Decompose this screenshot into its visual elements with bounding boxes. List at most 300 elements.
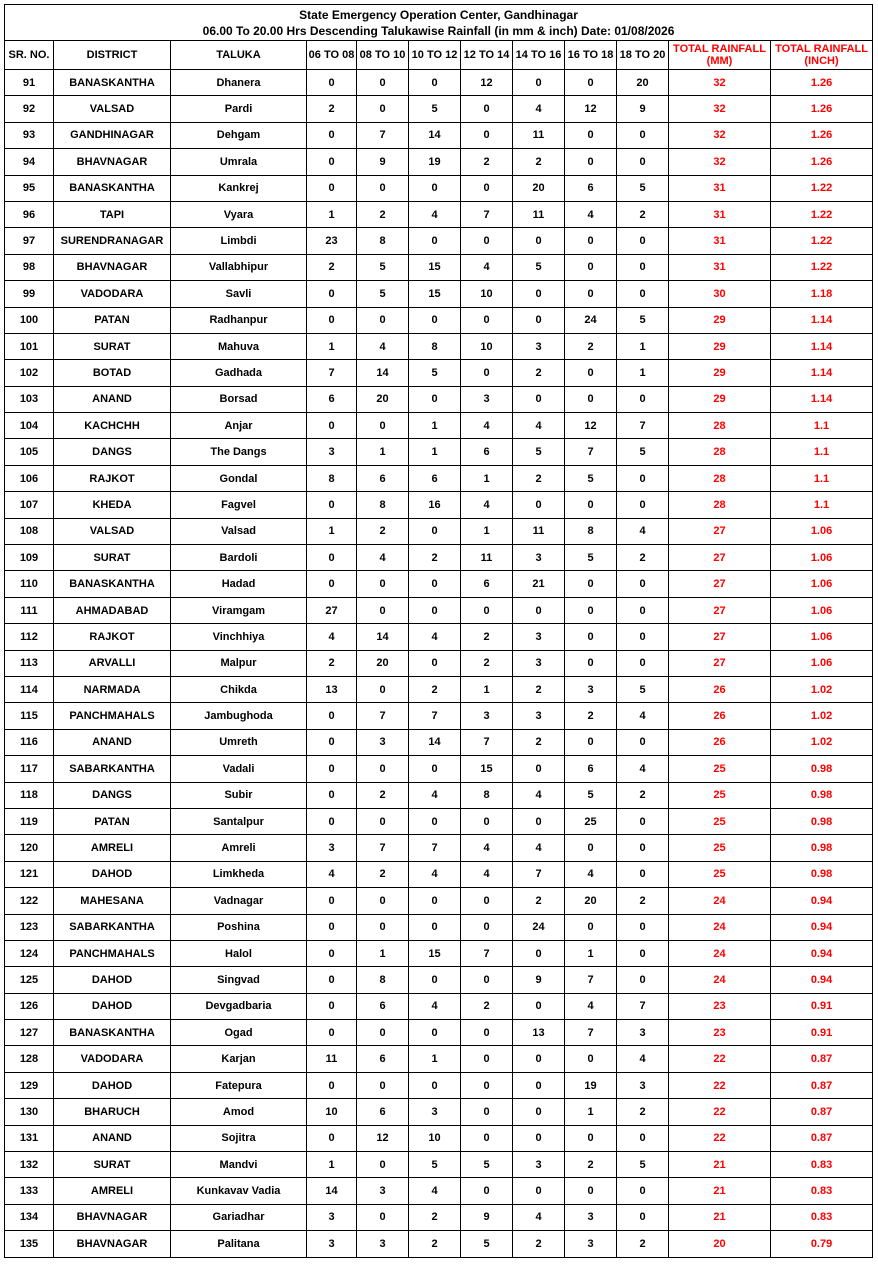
col-header-16-18: 16 TO 18 bbox=[565, 41, 617, 70]
cell-18-20: 0 bbox=[617, 149, 669, 175]
table-row bbox=[5, 70, 873, 96]
cell-06-08: 2 bbox=[307, 96, 357, 122]
cell-sr-no: 102 bbox=[5, 360, 54, 386]
cell-10-12: 5 bbox=[409, 360, 461, 386]
cell-18-20: 0 bbox=[617, 835, 669, 861]
cell-total-inch: 1.1 bbox=[771, 413, 873, 439]
cell-sr-no: 113 bbox=[5, 650, 54, 676]
cell-08-10: 6 bbox=[357, 993, 409, 1019]
cell-08-10: 3 bbox=[357, 729, 409, 755]
table-row bbox=[5, 228, 873, 254]
cell-16-18: 12 bbox=[565, 96, 617, 122]
cell-14-16: 2 bbox=[513, 676, 565, 702]
cell-taluka: Umreth bbox=[171, 729, 307, 755]
cell-sr-no: 127 bbox=[5, 1020, 54, 1046]
cell-08-10: 6 bbox=[357, 1046, 409, 1072]
cell-total-inch: 0.94 bbox=[771, 940, 873, 966]
cell-06-08: 0 bbox=[307, 808, 357, 834]
col-header-14-16: 14 TO 16 bbox=[513, 41, 565, 70]
cell-18-20: 0 bbox=[617, 228, 669, 254]
cell-sr-no: 104 bbox=[5, 413, 54, 439]
cell-sr-no: 132 bbox=[5, 1152, 54, 1178]
cell-12-14: 0 bbox=[461, 1099, 513, 1125]
cell-12-14: 7 bbox=[461, 940, 513, 966]
cell-18-20: 2 bbox=[617, 1231, 669, 1257]
cell-06-08: 3 bbox=[307, 1204, 357, 1230]
cell-sr-no: 101 bbox=[5, 333, 54, 359]
col-header-10-12: 10 TO 12 bbox=[409, 41, 461, 70]
cell-06-08: 0 bbox=[307, 545, 357, 571]
cell-taluka: Mahuva bbox=[171, 333, 307, 359]
cell-12-14: 8 bbox=[461, 782, 513, 808]
cell-16-18: 2 bbox=[565, 333, 617, 359]
cell-06-08: 6 bbox=[307, 386, 357, 412]
cell-taluka: Vadnagar bbox=[171, 888, 307, 914]
cell-total-mm: 29 bbox=[669, 333, 771, 359]
table-row bbox=[5, 756, 873, 782]
cell-district: BHAVNAGAR bbox=[54, 254, 171, 280]
cell-12-14: 12 bbox=[461, 70, 513, 96]
cell-total-mm: 28 bbox=[669, 413, 771, 439]
cell-06-08: 0 bbox=[307, 703, 357, 729]
cell-total-mm: 30 bbox=[669, 281, 771, 307]
cell-taluka: Mandvi bbox=[171, 1152, 307, 1178]
cell-total-mm: 25 bbox=[669, 861, 771, 887]
cell-total-mm: 23 bbox=[669, 1020, 771, 1046]
cell-06-08: 8 bbox=[307, 465, 357, 491]
cell-taluka: Singvad bbox=[171, 967, 307, 993]
cell-18-20: 0 bbox=[617, 624, 669, 650]
table-row bbox=[5, 518, 873, 544]
cell-16-18: 7 bbox=[565, 439, 617, 465]
cell-sr-no: 133 bbox=[5, 1178, 54, 1204]
cell-14-16: 2 bbox=[513, 465, 565, 491]
cell-06-08: 0 bbox=[307, 413, 357, 439]
cell-total-mm: 22 bbox=[669, 1072, 771, 1098]
cell-16-18: 0 bbox=[565, 122, 617, 148]
cell-18-20: 20 bbox=[617, 70, 669, 96]
cell-district: BANASKANTHA bbox=[54, 175, 171, 201]
cell-sr-no: 135 bbox=[5, 1231, 54, 1257]
cell-14-16: 3 bbox=[513, 545, 565, 571]
cell-06-08: 13 bbox=[307, 676, 357, 702]
cell-taluka: Gariadhar bbox=[171, 1204, 307, 1230]
cell-18-20: 5 bbox=[617, 676, 669, 702]
cell-16-18: 0 bbox=[565, 914, 617, 940]
cell-total-mm: 29 bbox=[669, 360, 771, 386]
cell-total-mm: 26 bbox=[669, 676, 771, 702]
cell-total-inch: 1.26 bbox=[771, 70, 873, 96]
table-row bbox=[5, 386, 873, 412]
cell-06-08: 0 bbox=[307, 1020, 357, 1046]
cell-10-12: 1 bbox=[409, 439, 461, 465]
cell-10-12: 10 bbox=[409, 1125, 461, 1151]
table-row bbox=[5, 571, 873, 597]
cell-taluka: Subir bbox=[171, 782, 307, 808]
cell-14-16: 0 bbox=[513, 1072, 565, 1098]
cell-district: DAHOD bbox=[54, 993, 171, 1019]
cell-10-12: 2 bbox=[409, 1204, 461, 1230]
table-row bbox=[5, 1020, 873, 1046]
cell-total-inch: 1.22 bbox=[771, 254, 873, 280]
cell-16-18: 19 bbox=[565, 1072, 617, 1098]
table-row bbox=[5, 1152, 873, 1178]
cell-06-08: 4 bbox=[307, 861, 357, 887]
cell-district: DANGS bbox=[54, 439, 171, 465]
table-row bbox=[5, 281, 873, 307]
cell-total-mm: 25 bbox=[669, 835, 771, 861]
cell-sr-no: 94 bbox=[5, 149, 54, 175]
cell-14-16: 0 bbox=[513, 597, 565, 623]
cell-08-10: 8 bbox=[357, 492, 409, 518]
cell-08-10: 0 bbox=[357, 756, 409, 782]
cell-district: DANGS bbox=[54, 782, 171, 808]
cell-sr-no: 92 bbox=[5, 96, 54, 122]
cell-taluka: Savli bbox=[171, 281, 307, 307]
cell-14-16: 11 bbox=[513, 518, 565, 544]
cell-taluka: Vallabhipur bbox=[171, 254, 307, 280]
cell-14-16: 0 bbox=[513, 1178, 565, 1204]
cell-10-12: 1 bbox=[409, 413, 461, 439]
cell-taluka: Anjar bbox=[171, 413, 307, 439]
cell-total-mm: 24 bbox=[669, 888, 771, 914]
cell-10-12: 4 bbox=[409, 1178, 461, 1204]
cell-total-inch: 1.14 bbox=[771, 386, 873, 412]
cell-total-inch: 0.87 bbox=[771, 1125, 873, 1151]
cell-total-mm: 24 bbox=[669, 914, 771, 940]
cell-14-16: 4 bbox=[513, 782, 565, 808]
cell-16-18: 0 bbox=[565, 650, 617, 676]
cell-14-16: 3 bbox=[513, 333, 565, 359]
cell-10-12: 15 bbox=[409, 254, 461, 280]
cell-sr-no: 108 bbox=[5, 518, 54, 544]
cell-12-14: 4 bbox=[461, 254, 513, 280]
cell-sr-no: 110 bbox=[5, 571, 54, 597]
cell-14-16: 20 bbox=[513, 175, 565, 201]
cell-10-12: 0 bbox=[409, 307, 461, 333]
cell-08-10: 0 bbox=[357, 413, 409, 439]
cell-district: ANAND bbox=[54, 386, 171, 412]
cell-14-16: 2 bbox=[513, 729, 565, 755]
cell-08-10: 0 bbox=[357, 70, 409, 96]
cell-taluka: The Dangs bbox=[171, 439, 307, 465]
cell-district: SURAT bbox=[54, 1152, 171, 1178]
cell-sr-no: 111 bbox=[5, 597, 54, 623]
cell-taluka: Fatepura bbox=[171, 1072, 307, 1098]
cell-taluka: Viramgam bbox=[171, 597, 307, 623]
table-row bbox=[5, 413, 873, 439]
cell-taluka: Valsad bbox=[171, 518, 307, 544]
cell-sr-no: 118 bbox=[5, 782, 54, 808]
cell-06-08: 0 bbox=[307, 492, 357, 518]
cell-16-18: 0 bbox=[565, 360, 617, 386]
cell-06-08: 0 bbox=[307, 888, 357, 914]
report-title bbox=[5, 5, 873, 41]
cell-district: NARMADA bbox=[54, 676, 171, 702]
cell-total-inch: 1.02 bbox=[771, 703, 873, 729]
cell-18-20: 3 bbox=[617, 1072, 669, 1098]
cell-08-10: 8 bbox=[357, 228, 409, 254]
cell-14-16: 5 bbox=[513, 254, 565, 280]
cell-10-12: 8 bbox=[409, 333, 461, 359]
cell-district: SURENDRANAGAR bbox=[54, 228, 171, 254]
cell-08-10: 9 bbox=[357, 149, 409, 175]
cell-sr-no: 124 bbox=[5, 940, 54, 966]
cell-12-14: 2 bbox=[461, 650, 513, 676]
table-row bbox=[5, 122, 873, 148]
cell-12-14: 4 bbox=[461, 861, 513, 887]
cell-12-14: 2 bbox=[461, 993, 513, 1019]
cell-total-mm: 22 bbox=[669, 1099, 771, 1125]
cell-18-20: 0 bbox=[617, 808, 669, 834]
cell-18-20: 0 bbox=[617, 571, 669, 597]
cell-14-16: 11 bbox=[513, 201, 565, 227]
cell-06-08: 0 bbox=[307, 70, 357, 96]
cell-14-16: 4 bbox=[513, 1204, 565, 1230]
cell-district: DAHOD bbox=[54, 861, 171, 887]
cell-06-08: 0 bbox=[307, 967, 357, 993]
cell-total-mm: 25 bbox=[669, 756, 771, 782]
cell-sr-no: 117 bbox=[5, 756, 54, 782]
cell-16-18: 1 bbox=[565, 940, 617, 966]
cell-district: BHAVNAGAR bbox=[54, 149, 171, 175]
cell-total-mm: 31 bbox=[669, 201, 771, 227]
cell-10-12: 0 bbox=[409, 70, 461, 96]
table-row bbox=[5, 940, 873, 966]
cell-district: KACHCHH bbox=[54, 413, 171, 439]
cell-12-14: 5 bbox=[461, 1152, 513, 1178]
cell-taluka: Dehgam bbox=[171, 122, 307, 148]
cell-sr-no: 112 bbox=[5, 624, 54, 650]
cell-16-18: 0 bbox=[565, 492, 617, 518]
cell-06-08: 27 bbox=[307, 597, 357, 623]
table-row bbox=[5, 333, 873, 359]
cell-18-20: 0 bbox=[617, 967, 669, 993]
cell-10-12: 7 bbox=[409, 835, 461, 861]
cell-16-18: 0 bbox=[565, 149, 617, 175]
table-body bbox=[5, 70, 873, 1258]
cell-total-mm: 27 bbox=[669, 545, 771, 571]
table-row bbox=[5, 360, 873, 386]
cell-12-14: 5 bbox=[461, 1231, 513, 1257]
cell-16-18: 25 bbox=[565, 808, 617, 834]
cell-06-08: 7 bbox=[307, 360, 357, 386]
cell-total-inch: 0.91 bbox=[771, 1020, 873, 1046]
cell-14-16: 3 bbox=[513, 703, 565, 729]
cell-district: PATAN bbox=[54, 808, 171, 834]
cell-08-10: 7 bbox=[357, 835, 409, 861]
cell-sr-no: 114 bbox=[5, 676, 54, 702]
table-row bbox=[5, 782, 873, 808]
cell-total-inch: 1.22 bbox=[771, 201, 873, 227]
cell-total-mm: 28 bbox=[669, 492, 771, 518]
cell-16-18: 12 bbox=[565, 413, 617, 439]
cell-18-20: 0 bbox=[617, 281, 669, 307]
cell-16-18: 5 bbox=[565, 782, 617, 808]
col-header-total-inch: TOTAL RAINFALL (INCH) bbox=[771, 41, 873, 70]
cell-06-08: 0 bbox=[307, 756, 357, 782]
table-row bbox=[5, 439, 873, 465]
cell-18-20: 3 bbox=[617, 1020, 669, 1046]
title-line-2: 06.00 To 20.00 Hrs Descending Talukawise Rainfall (in mm & inch) Date: 01/08/2026 bbox=[202, 23, 675, 38]
cell-08-10: 4 bbox=[357, 545, 409, 571]
cell-12-14: 3 bbox=[461, 386, 513, 412]
cell-12-14: 7 bbox=[461, 201, 513, 227]
cell-total-mm: 27 bbox=[669, 571, 771, 597]
cell-14-16: 0 bbox=[513, 492, 565, 518]
cell-district: GANDHINAGAR bbox=[54, 122, 171, 148]
cell-16-18: 0 bbox=[565, 70, 617, 96]
cell-sr-no: 134 bbox=[5, 1204, 54, 1230]
cell-14-16: 2 bbox=[513, 1231, 565, 1257]
cell-sr-no: 99 bbox=[5, 281, 54, 307]
table-row bbox=[5, 861, 873, 887]
cell-06-08: 0 bbox=[307, 782, 357, 808]
cell-10-12: 0 bbox=[409, 1072, 461, 1098]
cell-16-18: 6 bbox=[565, 175, 617, 201]
table-row bbox=[5, 729, 873, 755]
rainfall-report bbox=[4, 4, 872, 1258]
cell-taluka: Ogad bbox=[171, 1020, 307, 1046]
cell-14-16: 3 bbox=[513, 1152, 565, 1178]
cell-sr-no: 106 bbox=[5, 465, 54, 491]
cell-district: VADODARA bbox=[54, 281, 171, 307]
cell-10-12: 0 bbox=[409, 228, 461, 254]
cell-16-18: 24 bbox=[565, 307, 617, 333]
cell-14-16: 0 bbox=[513, 1099, 565, 1125]
cell-total-mm: 32 bbox=[669, 70, 771, 96]
cell-10-12: 15 bbox=[409, 281, 461, 307]
cell-18-20: 0 bbox=[617, 940, 669, 966]
cell-12-14: 0 bbox=[461, 307, 513, 333]
cell-10-12: 4 bbox=[409, 993, 461, 1019]
cell-06-08: 0 bbox=[307, 281, 357, 307]
cell-district: VALSAD bbox=[54, 96, 171, 122]
cell-08-10: 7 bbox=[357, 703, 409, 729]
cell-total-inch: 1.18 bbox=[771, 281, 873, 307]
cell-14-16: 5 bbox=[513, 439, 565, 465]
table-row bbox=[5, 1231, 873, 1257]
table-row bbox=[5, 597, 873, 623]
cell-taluka: Bardoli bbox=[171, 545, 307, 571]
table-row bbox=[5, 201, 873, 227]
cell-14-16: 0 bbox=[513, 808, 565, 834]
cell-08-10: 0 bbox=[357, 1020, 409, 1046]
cell-14-16: 11 bbox=[513, 122, 565, 148]
cell-total-inch: 1.06 bbox=[771, 597, 873, 623]
cell-10-12: 4 bbox=[409, 201, 461, 227]
cell-district: PANCHMAHALS bbox=[54, 703, 171, 729]
cell-total-mm: 27 bbox=[669, 518, 771, 544]
title-line-1: State Emergency Operation Center, Gandhinagar bbox=[299, 7, 578, 22]
cell-total-inch: 1.1 bbox=[771, 465, 873, 491]
table-row bbox=[5, 1046, 873, 1072]
cell-06-08: 0 bbox=[307, 149, 357, 175]
cell-total-inch: 1.1 bbox=[771, 439, 873, 465]
cell-06-08: 10 bbox=[307, 1099, 357, 1125]
cell-16-18: 20 bbox=[565, 888, 617, 914]
cell-18-20: 0 bbox=[617, 1178, 669, 1204]
cell-16-18: 4 bbox=[565, 993, 617, 1019]
cell-total-mm: 27 bbox=[669, 650, 771, 676]
cell-14-16: 0 bbox=[513, 756, 565, 782]
cell-total-inch: 0.98 bbox=[771, 756, 873, 782]
cell-06-08: 2 bbox=[307, 650, 357, 676]
cell-total-mm: 32 bbox=[669, 96, 771, 122]
cell-total-inch: 0.91 bbox=[771, 993, 873, 1019]
cell-total-inch: 1.06 bbox=[771, 571, 873, 597]
cell-18-20: 4 bbox=[617, 518, 669, 544]
cell-06-08: 1 bbox=[307, 201, 357, 227]
cell-total-mm: 29 bbox=[669, 307, 771, 333]
cell-12-14: 10 bbox=[461, 333, 513, 359]
cell-total-mm: 24 bbox=[669, 940, 771, 966]
cell-total-mm: 24 bbox=[669, 967, 771, 993]
cell-18-20: 4 bbox=[617, 703, 669, 729]
cell-18-20: 2 bbox=[617, 782, 669, 808]
cell-12-14: 0 bbox=[461, 1020, 513, 1046]
cell-total-inch: 1.26 bbox=[771, 149, 873, 175]
cell-12-14: 0 bbox=[461, 96, 513, 122]
cell-10-12: 1 bbox=[409, 1046, 461, 1072]
cell-sr-no: 125 bbox=[5, 967, 54, 993]
cell-total-mm: 31 bbox=[669, 175, 771, 201]
cell-14-16: 4 bbox=[513, 413, 565, 439]
cell-total-inch: 1.06 bbox=[771, 624, 873, 650]
cell-18-20: 0 bbox=[617, 861, 669, 887]
cell-06-08: 0 bbox=[307, 993, 357, 1019]
cell-total-inch: 0.83 bbox=[771, 1204, 873, 1230]
cell-16-18: 0 bbox=[565, 1046, 617, 1072]
cell-12-14: 0 bbox=[461, 808, 513, 834]
cell-14-16: 2 bbox=[513, 360, 565, 386]
cell-08-10: 0 bbox=[357, 914, 409, 940]
cell-total-inch: 1.14 bbox=[771, 333, 873, 359]
cell-16-18: 3 bbox=[565, 1204, 617, 1230]
cell-08-10: 12 bbox=[357, 1125, 409, 1151]
cell-12-14: 1 bbox=[461, 676, 513, 702]
cell-18-20: 0 bbox=[617, 1125, 669, 1151]
cell-06-08: 0 bbox=[307, 914, 357, 940]
cell-total-inch: 1.22 bbox=[771, 228, 873, 254]
cell-12-14: 4 bbox=[461, 835, 513, 861]
cell-06-08: 0 bbox=[307, 175, 357, 201]
cell-10-12: 0 bbox=[409, 914, 461, 940]
cell-sr-no: 120 bbox=[5, 835, 54, 861]
cell-18-20: 5 bbox=[617, 175, 669, 201]
cell-08-10: 2 bbox=[357, 782, 409, 808]
cell-14-16: 13 bbox=[513, 1020, 565, 1046]
cell-16-18: 0 bbox=[565, 729, 617, 755]
cell-18-20: 9 bbox=[617, 96, 669, 122]
cell-08-10: 0 bbox=[357, 676, 409, 702]
cell-total-mm: 25 bbox=[669, 808, 771, 834]
cell-08-10: 3 bbox=[357, 1231, 409, 1257]
cell-district: VALSAD bbox=[54, 518, 171, 544]
cell-08-10: 14 bbox=[357, 360, 409, 386]
cell-08-10: 7 bbox=[357, 122, 409, 148]
cell-18-20: 2 bbox=[617, 201, 669, 227]
header-row bbox=[5, 41, 873, 70]
cell-10-12: 0 bbox=[409, 175, 461, 201]
cell-10-12: 6 bbox=[409, 465, 461, 491]
cell-16-18: 0 bbox=[565, 228, 617, 254]
cell-district: BANASKANTHA bbox=[54, 1020, 171, 1046]
cell-taluka: Gadhada bbox=[171, 360, 307, 386]
cell-18-20: 0 bbox=[617, 254, 669, 280]
cell-10-12: 0 bbox=[409, 650, 461, 676]
cell-taluka: Pardi bbox=[171, 96, 307, 122]
